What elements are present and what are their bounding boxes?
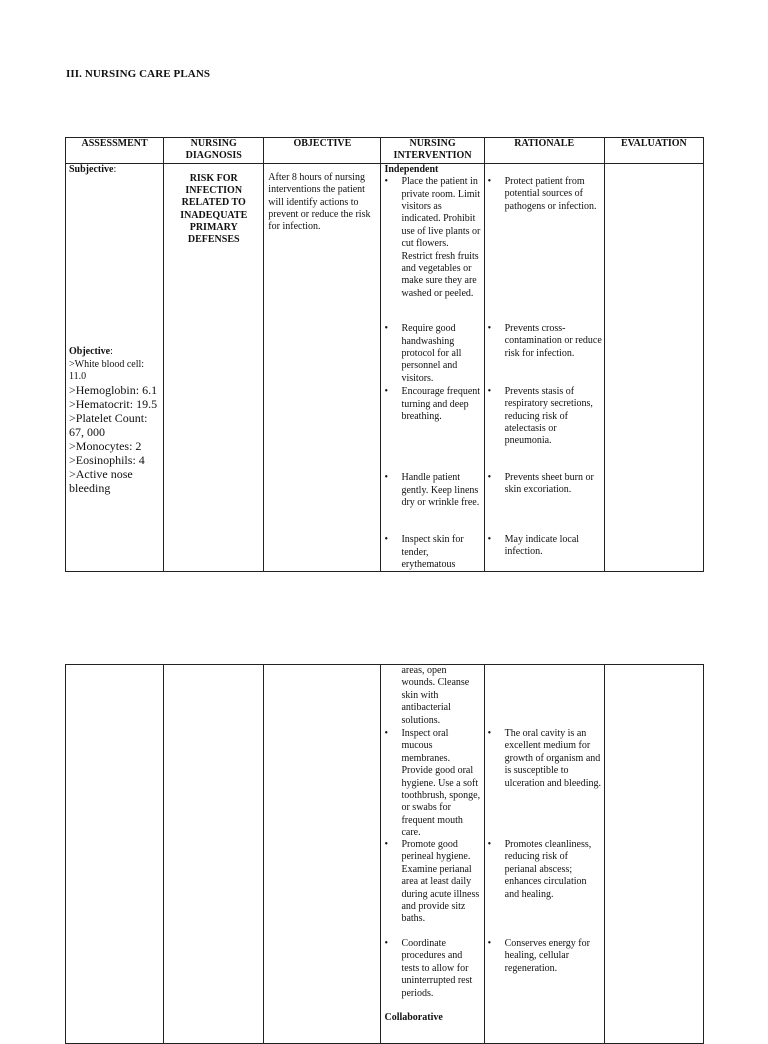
bullet-icon: • xyxy=(487,728,492,739)
objective-label: Objective xyxy=(69,346,111,358)
header-evaluation: EVALUATION xyxy=(604,138,703,164)
intervention-cell xyxy=(381,163,484,572)
intervention-item: • Place the patient in private room. Limit visitors as indicated. Prohibit use of live plants or cut flowers. Restrict fresh fruits and vegetables or make sure they are washed or peeled. xyxy=(384,176,481,299)
intervention-item: • Handle patient gently. Keep linens dry or wrinkle free. xyxy=(384,472,480,509)
bullet-icon: • xyxy=(487,471,492,483)
subjective-label: Subjective xyxy=(69,163,114,175)
assessment-item: >Monocytes: 2 xyxy=(69,439,142,454)
bullet-icon: • xyxy=(487,175,492,187)
intervention-continued: areas, open wounds. Cleanse skin with antibacterial solutions. xyxy=(401,665,470,726)
bullet-icon: • xyxy=(487,839,492,850)
collaborative-label: Collaborative xyxy=(384,1012,443,1023)
bullet-icon: • xyxy=(487,385,492,397)
nursing-diagnosis-text: RISK FOR INFECTION RELATED TO INADEQUATE PRIMARY DEFENSES xyxy=(180,172,248,246)
independent-label: Independent xyxy=(384,163,439,175)
intervention-item: • Encourage frequent turning and deep breathing. xyxy=(384,386,481,423)
rationale-item: • Prevents stasis of respiratory secretions, reducing risk of atelectasis or pneumonia. xyxy=(487,385,593,447)
intervention-item: • Coordinate procedures and tests to allow for uninterrupted rest periods. xyxy=(384,938,473,999)
header-rationale: RATIONALE xyxy=(484,138,604,164)
assessment-item: >Platelet Count: 67, 000 xyxy=(69,411,148,440)
rationale-item: • May indicate local infection. xyxy=(487,533,580,558)
rationale-cell xyxy=(484,665,604,1044)
bullet-icon: • xyxy=(487,533,492,545)
intervention-item: • Inspect oral mucous membranes. Provide good oral hygiene. Use a soft toothbrush, sponge, or swabs for frequent mouth care. xyxy=(384,728,481,839)
assessment-item: >Hematocrit: 19.5 xyxy=(69,397,158,412)
intervention-item: • Require good handwashing protocol for all personnel and visitors. xyxy=(384,323,462,384)
intervention-item: • Inspect skin for tender, erythematous xyxy=(384,534,464,571)
bullet-icon: • xyxy=(384,839,388,850)
header-nursing-diagnosis: NURSING DIAGNOSIS xyxy=(164,138,264,164)
assessment-wbc: >White blood cell: 11.0 xyxy=(69,358,145,383)
care-plan-table-page-1 xyxy=(65,137,704,572)
rationale-item: • Protect patient from potential sources of pathogens or infection. xyxy=(487,175,597,212)
rationale-cell xyxy=(484,163,604,572)
bullet-icon: • xyxy=(384,386,388,398)
assessment-item: >Eosinophils: 4 xyxy=(69,453,145,468)
bullet-icon: • xyxy=(384,323,388,335)
rationale-item: • Conserves energy for healing, cellular regeneration. xyxy=(487,938,590,974)
bullet-icon: • xyxy=(384,176,388,188)
bullet-icon: • xyxy=(487,938,492,949)
diagnosis-cell xyxy=(164,163,264,572)
bullet-icon: • xyxy=(384,938,388,949)
bullet-icon: • xyxy=(384,472,388,484)
assessment-cell: Subjective: Objective: >White blood cell: 11.0 >Hemoglobin: 6.1 >Hematocrit: 19.5 >Platelet Count: 67, 000 >Monocytes: 2 >Eosinophils: 4 >Active nose bleeding xyxy=(66,163,164,572)
rationale-item: • The oral cavity is an excellent medium for growth of organism and is susceptible to ulceration and bleeding. xyxy=(487,728,601,789)
header-nursing-intervention: NURSING INTERVENTION xyxy=(381,138,484,164)
intervention-item: • Promote good perineal hygiene. Examine perianal area at least daily during acute illness and provide sitz baths. xyxy=(384,839,480,925)
objective-text: After 8 hours of nursing interventions the patient will identify actions to prevent or reduce the risk for infection. xyxy=(268,171,371,233)
objective-cell xyxy=(264,163,381,572)
evaluation-cell xyxy=(604,163,703,572)
care-plan-table-page-2 xyxy=(65,664,704,1044)
diagnosis-cell xyxy=(164,665,264,1044)
page-title: III. NURSING CARE PLANS xyxy=(66,68,211,80)
evaluation-cell xyxy=(604,665,703,1044)
objective-cell xyxy=(264,665,381,1044)
header-assessment: ASSESSMENT xyxy=(66,138,164,164)
rationale-item: • Prevents sheet burn or skin excoriation. xyxy=(487,471,594,496)
bullet-icon: • xyxy=(384,728,388,739)
rationale-item: • Prevents cross-contamination or reduce risk for infection. xyxy=(487,322,602,359)
bullet-icon: • xyxy=(487,322,492,334)
assessment-item: >Hemoglobin: 6.1 xyxy=(69,383,158,398)
rationale-item: • Promotes cleanliness, reducing risk of perianal abscess; enhances circulation and healing. xyxy=(487,839,592,900)
header-objective: OBJECTIVE xyxy=(264,138,381,164)
intervention-cell xyxy=(381,665,484,1044)
assessment-item: >Active nose bleeding xyxy=(69,467,133,496)
bullet-icon: • xyxy=(384,534,388,546)
assessment-cell xyxy=(66,665,164,1044)
